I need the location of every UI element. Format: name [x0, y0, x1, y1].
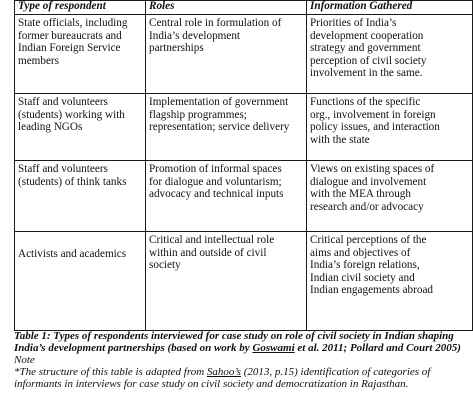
- cell-information: [307, 15, 473, 94]
- cell-line: with the MEA through: [310, 188, 411, 201]
- cell-line: Activists and academics: [18, 248, 127, 260]
- note-line-2: informants in interviews for case study on civil society and democratization in Rajasthan.: [14, 377, 409, 390]
- cell-line: research and/or advocacy: [310, 200, 424, 213]
- note-text: (2013, p.15) identification of categories of: [240, 365, 431, 378]
- cell-line: Critical and intellectual role: [149, 234, 275, 246]
- cell-line: Indian Foreign Service: [18, 42, 121, 55]
- note-citation: Sahoo’s: [206, 365, 241, 378]
- cell-roles: [146, 232, 307, 331]
- cell-line: former bureaucrats and: [18, 29, 122, 42]
- cell-information: [307, 94, 473, 161]
- cell-line: dialogue and involvement: [310, 175, 427, 188]
- cell-roles: [146, 15, 307, 94]
- cell-line: society: [149, 259, 181, 272]
- cell-line: India’s development: [149, 29, 241, 42]
- caption-line-1: Table 1: Types of respondents interviewed for case study on role of civil society in Indian shaping: [14, 330, 454, 342]
- header-type-of-respondent: Type of respondent: [15, 1, 146, 15]
- table-caption: [14, 330, 470, 355]
- cell-line: policy issues, and interaction: [310, 121, 440, 134]
- cell-respondent: [15, 232, 146, 331]
- note-label: Note: [14, 354, 35, 366]
- respondents-table: [14, 0, 473, 331]
- note-line-1: [14, 367, 470, 379]
- cell-line: Indian engagements abroad: [310, 284, 434, 297]
- cell-line: members: [18, 54, 60, 67]
- cell-line: Views on existing spaces of: [310, 163, 435, 175]
- cell-line: advocacy and technical inputs: [149, 188, 284, 201]
- cell-line: for dialogue and voluntarism;: [149, 175, 282, 188]
- cell-line: flagship programmes;: [149, 108, 247, 121]
- caption-line-2: [14, 342, 470, 354]
- cell-line: (students) of think tanks: [18, 175, 127, 188]
- table-row: [15, 15, 473, 94]
- note-text: *The structure of this table is adapted from: [14, 365, 207, 378]
- cell-line: Critical perceptions of the: [310, 234, 427, 246]
- cell-line: involvement in the same.: [310, 67, 423, 80]
- cell-line: Indian civil society and: [310, 271, 415, 284]
- cell-roles: [146, 161, 307, 232]
- cell-line: Staff and volunteers: [18, 163, 108, 175]
- table-header-row: [15, 1, 473, 15]
- cell-line: Functions of the specific: [310, 96, 421, 108]
- cell-line: with the state: [310, 133, 370, 146]
- cell-line: India’s foreign relations,: [310, 259, 420, 272]
- table-row: [15, 161, 473, 232]
- cell-line: Staff and volunteers: [18, 96, 108, 108]
- cell-line: partnerships: [149, 42, 204, 55]
- cell-line: development cooperation: [310, 29, 424, 42]
- table-row: [15, 232, 473, 331]
- caption-citation: Goswami: [252, 342, 295, 355]
- cell-line: Implementation of government: [149, 96, 289, 108]
- cell-line: perception of civil society: [310, 54, 427, 67]
- cell-line: leading NGOs: [18, 121, 83, 134]
- caption-text: et al. 2011; Pollard and Court 2005): [294, 342, 461, 355]
- cell-line: Priorities of India’s: [310, 17, 397, 29]
- cell-line: representation; service delivery: [149, 121, 290, 134]
- cell-line: within and outside of civil: [149, 246, 267, 259]
- cell-line: State officials, including: [18, 17, 128, 29]
- cell-line: (students) working with: [18, 108, 125, 121]
- table-note: [14, 355, 470, 390]
- cell-line: Central role in formulation of: [149, 17, 282, 29]
- cell-respondent: [15, 94, 146, 161]
- cell-line: org., involvement in foreign: [310, 108, 436, 121]
- cell-line: Promotion of informal spaces: [149, 163, 282, 175]
- table-row: [15, 94, 473, 161]
- header-information-gathered: Information Gathered: [307, 1, 473, 15]
- cell-line: strategy and government: [310, 42, 421, 55]
- cell-respondent: [15, 161, 146, 232]
- cell-information: [307, 232, 473, 331]
- caption-text: India’s development partnerships (based on work by: [14, 342, 253, 355]
- cell-respondent: [15, 15, 146, 94]
- cell-roles: [146, 94, 307, 161]
- cell-line: aims and objectives of: [310, 246, 411, 259]
- cell-information: [307, 161, 473, 232]
- header-roles: Roles: [146, 1, 307, 15]
